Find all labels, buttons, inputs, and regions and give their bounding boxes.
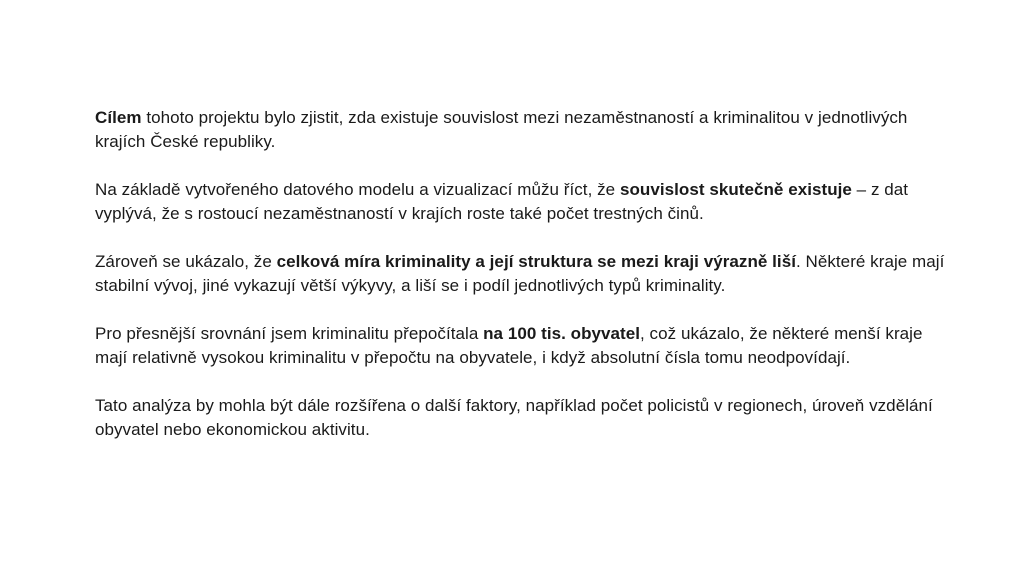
paragraph-finding — [95, 178, 955, 226]
bold-phrase: Cílem — [95, 108, 142, 127]
text-span: Na základě vytvořeného datového modelu a vizualizací můžu říct, že — [95, 180, 620, 199]
bold-phrase: na 100 tis. obyvatel — [483, 324, 641, 343]
paragraph-per-capita — [95, 322, 955, 370]
paragraph-future-work — [95, 394, 955, 442]
text-span: Tato analýza by mohla být dále rozšířena o další faktory, například počet policistů v regionech, úroveň vzdělání obyvatel nebo ekonomickou aktivitu. — [95, 396, 933, 439]
text-span: tohoto projektu bylo zjistit, zda existuje souvislost mezi nezaměstnaností a kriminalitou v jednotlivých krajích České republiky. — [95, 108, 908, 151]
text-span: . Některé kraje mají stabilní vývoj, jiné vykazují větší výkyvy, a liší se i podíl jednotlivých typů kriminality. — [95, 252, 945, 295]
paragraph-goal — [95, 106, 955, 154]
paragraph-differences — [95, 250, 955, 298]
bold-phrase: celková míra kriminality a její struktura se mezi kraji výrazně liší — [276, 252, 796, 271]
text-span: , což ukázalo, že některé menší kraje mají relativně vysokou kriminalitu v přepočtu na obyvatele, i když absolutní čísla tomu neodpovídají. — [95, 324, 923, 367]
text-span: – z dat vyplývá, že s rostoucí nezaměstnaností v krajích roste také počet trestných činů. — [95, 180, 909, 223]
text-span: Zároveň se ukázalo, že — [95, 252, 277, 271]
conclusion-text-block — [95, 106, 955, 466]
text-span: Pro přesnější srovnání jsem kriminalitu přepočítala — [95, 324, 484, 343]
bold-phrase: souvislost skutečně existuje — [619, 180, 852, 199]
